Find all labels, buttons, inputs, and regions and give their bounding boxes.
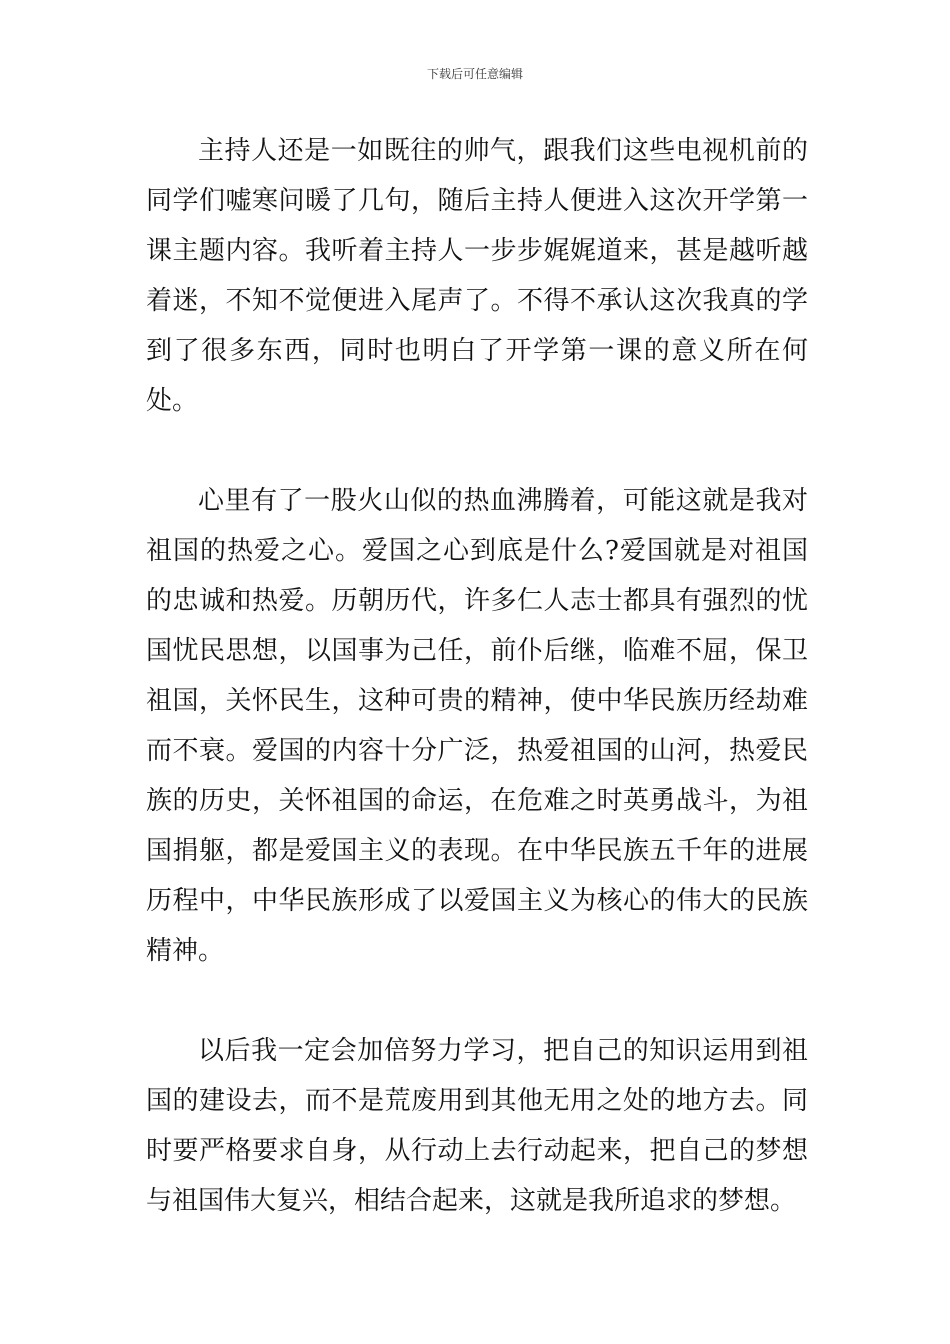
paragraph-2: 心里有了一股火山似的热血沸腾着，可能这就是我对祖国的热爱之心。爱国之心到底是什么?爱国就是对祖国的忠诚和热爱。历朝历代，许多仁人志士都具有强烈的忧国忧民思想，以国事为己任，前仆后继，临难不屈，保卫祖国，关怀民生，这种可贵的精神，使中华民族历经劫难而不衰。爱国的内容十分广泛，热爱祖国的山河，热爱民族的历史，关怀祖国的命运，在危难之时英勇战斗，为祖国捐躯，都是爱国主义的表现。在中华民族五千年的进展历程中，中华民族形成了以爱国主义为核心的伟大的民族精神。 (146, 486, 808, 966)
paragraph-3: 以后我一定会加倍努力学习，把自己的知识运用到祖国的建设去，而不是荒废用到其他无用之处的地方去。同时要严格要求自身，从行动上去行动起来，把自己的梦想与祖国伟大复兴，相结合起来，这就是我所追求的梦想。 (146, 1036, 808, 1216)
page-header-note: 下载后可任意编辑 (426, 67, 523, 81)
document-body (146, 126, 808, 1226)
paragraph-1: 主持人还是一如既往的帅气，跟我们这些电视机前的同学们嘘寒问暖了几句，随后主持人便进入这次开学第一课主题内容。我听着主持人一步步娓娓道来，甚是越听越着迷，不知不觉便进入尾声了。不得不承认这次我真的学到了很多东西，同时也明白了开学第一课的意义所在何处。 (146, 136, 808, 416)
